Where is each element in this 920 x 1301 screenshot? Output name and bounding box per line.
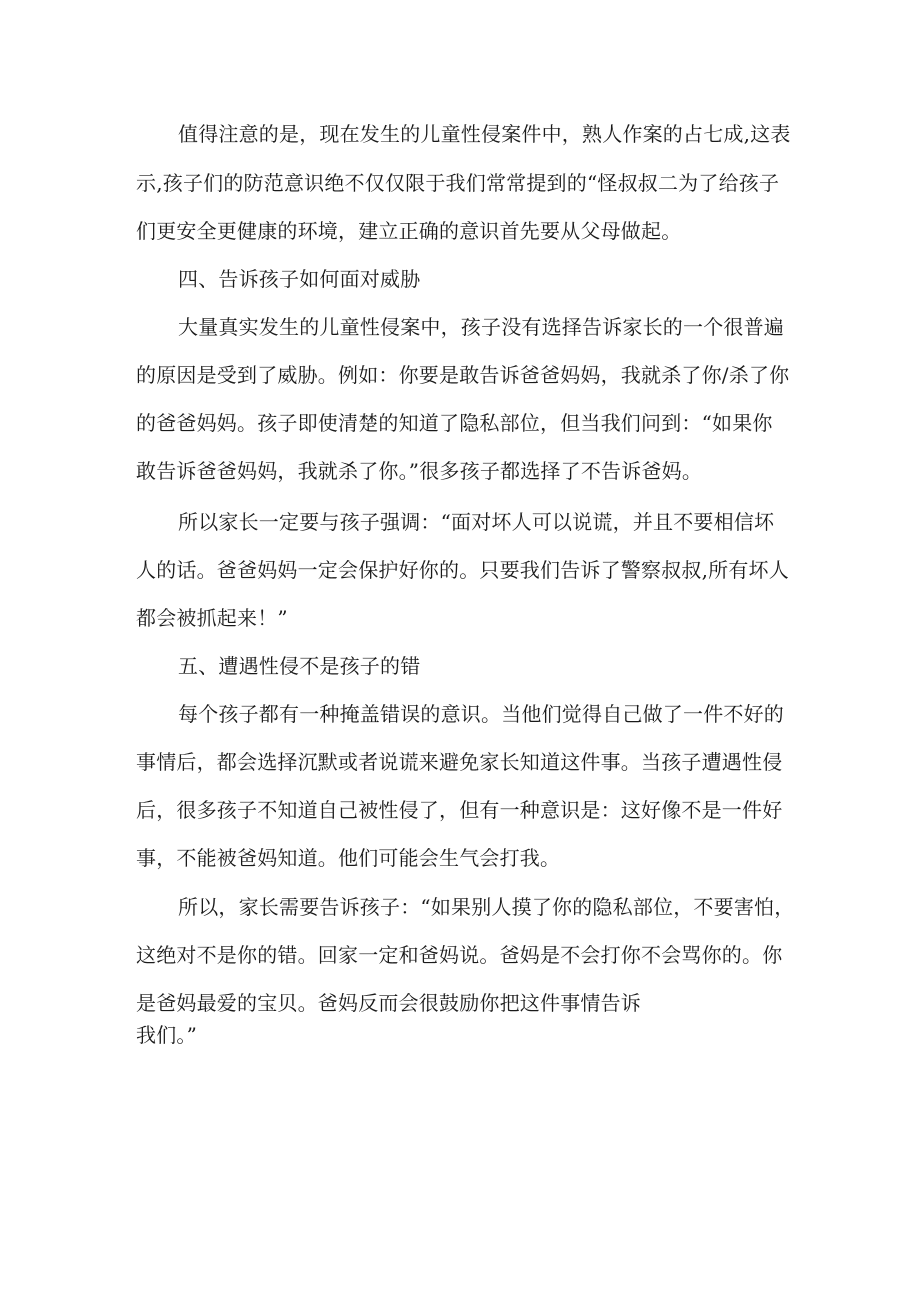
paragraph-line: 所以，家长需要告诉孩子：“如果别人摸了你的隐私部位，不要害怕， [178,895,795,919]
paragraph-line: 都会被抓起来！” [136,606,288,630]
paragraph-line: 每个孩子都有一种掩盖错误的意识。当他们觉得自己做了一件不好的 [178,702,784,726]
paragraph-line: 敢告诉爸爸妈妈，我就杀了你。”很多孩子都选择了不告诉爸妈。 [136,459,703,483]
section-heading: 五、遭遇性侵不是孩子的错 [178,654,421,678]
paragraph-line: 示,孩子们的防范意识绝不仅仅限于我们常常提到的“怪叔叔二为了给孩子 [136,171,780,195]
paragraph-line: 人的话。爸爸妈妈一定会保护好你的。只要我们告诉了警察叔叔,所有坏人 [136,558,789,582]
paragraph-line: 大量真实发生的儿童性侵案中，孩子没有选择告诉家长的一个很普遍 [178,315,784,339]
paragraph-line: 们更安全更健康的环境，建立正确的意识首先要从父母做起。 [136,219,682,243]
paragraph-line: 是爸妈最爱的宝贝。爸妈反而会很鼓励你把这件事情告诉 [136,991,641,1015]
paragraph-line: 所以家长一定要与孩子强调：“面对坏人可以说谎，并且不要相信坏 [178,510,775,534]
paragraph-line: 的原因是受到了威胁。例如：你要是敢告诉爸爸妈妈，我就杀了你/杀了你 [136,363,790,387]
paragraph-line: 我们。” [136,1023,198,1047]
paragraph-line: 后，很多孩子不知道自己被性侵了，但有一种意识是：这好像不是一件好 [136,798,783,822]
paragraph-line: 事情后，都会选择沉默或者说谎来避免家长知道这件事。当孩子遭遇性侵 [136,750,783,774]
paragraph-line: 的爸爸妈妈。孩子即使清楚的知道了隐私部位，但当我们问到：“如果你 [136,411,773,435]
paragraph-line: 这绝对不是你的错。回家一定和爸妈说。爸妈是不会打你不会骂你的。你 [136,943,783,967]
section-heading: 四、告诉孩子如何面对威胁 [178,267,421,291]
paragraph-line: 值得注意的是，现在发生的儿童性侵案件中，熟人作案的占七成,这表 [178,122,791,146]
paragraph-line: 事，不能被爸妈知道。他们可能会生气会打我。 [136,846,561,870]
